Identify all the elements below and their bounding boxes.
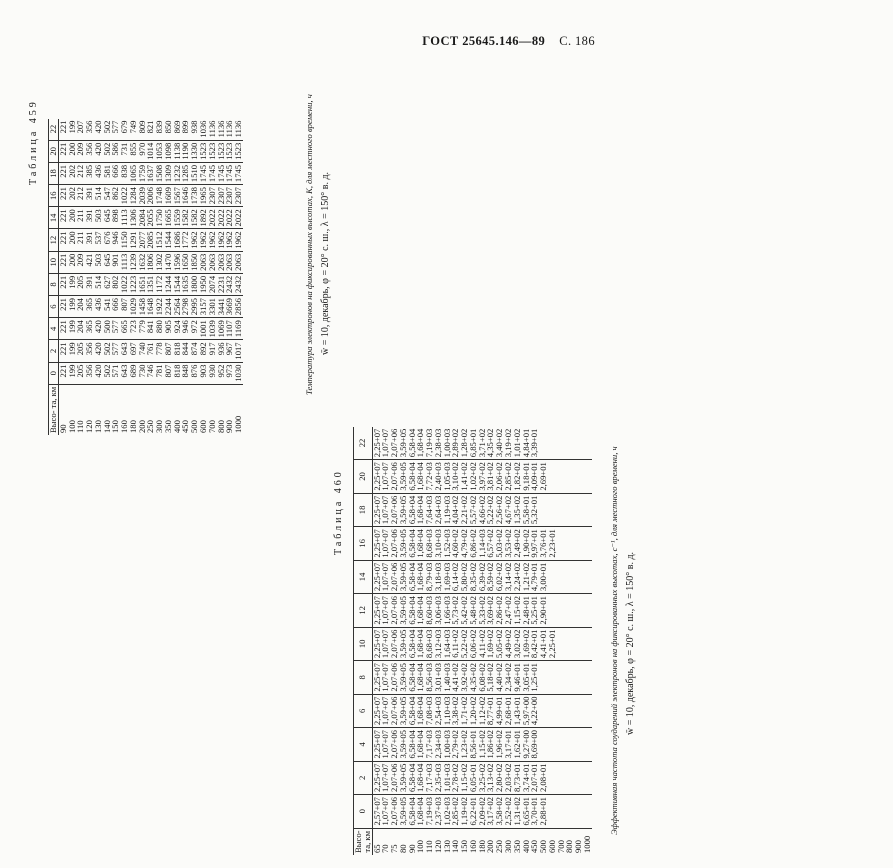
height-header: Высо- та, км — [354, 828, 373, 855]
table-460-subcaption: Эффективная частота соударений электронов на фиксированных высотах, с⁻¹, для местного времени, ч — [609, 446, 619, 835]
table-459-label: Таблица 459 — [28, 99, 39, 185]
value-column: 2,25+07 1,07+07 2,07+06 3,59+05 6,58+04 1,68+04 7,72+03 2,40+03 1,05+03 3,10+02 1,41+02 1,02+02 3,97+02 3,81+02 2,06+02 2,85+02 1,82+02 9,18+01 4,09+01 2,69+01 — [372, 460, 592, 493]
value-column: 221 200 211 391 503 645 898 1113 1306 2084 2055 1750 1665 1559 1582 1582 1892 2022 2022 2022 2022 — [58, 207, 243, 229]
height-column: 90 100 110 120 130 140 150 160 180 200 250 300 350 400 450 500 600 700 800 900 1000 — [57, 415, 244, 433]
value-column: 2,57+07 1,07+07 2,07+06 3,59+05 6,58+04 1,68+04 7,19+03 2,37+03 1,02+03 2,85+02 1,19+02 6,22+01 2,09+02 3,17+02 3,58+02 2,52+02 1,31+02 6,65+01 3,70+01 2,88+01 — [372, 795, 592, 828]
time-header: 18 — [49, 162, 59, 184]
value-column: 2,25+07 1,07+07 2,07+06 3,59+05 6,58+04 1,68+04 7,64+03 2,64+03 1,19+03 4,04+02 2,21+02 5,57+02 4,66+02 5,22+02 2,56+02 4,67+02 1,35+02 5,58+01 5,32+01 — [372, 493, 592, 526]
time-header: 22 — [49, 119, 59, 141]
time-header: 12 — [49, 229, 59, 251]
time-header: 4 — [49, 318, 59, 340]
value-column: 2,25+07 1,07+07 2,07+06 3,59+05 6,58+04 1,68+04 8,79+03 3,18+03 1,69+03 6,14+02 5,80+02 8,35+02 6,39+02 8,59+02 6,02+02 3,14+02 2,24+02 1,21+02 4,79+01 3,00+01 — [372, 560, 592, 593]
value-column: 221 200 209 356 420 502 586 731 855 970 1014 1053 1098 1138 1190 1330 1523 1523 1523 1523 1523 — [58, 140, 243, 162]
page-header — [422, 34, 595, 49]
time-header: 20 — [354, 460, 373, 493]
value-column: 221 199 204 365 436 541 666 807 1029 1458 1648 1922 2244 2564 2798 2995 3157 3301 3441 3669 2856 — [58, 296, 243, 318]
value-column: 221 200 209 421 503 645 901 1113 1239 1632 1806 1302 1470 1596 1650 1850 2063 2063 2063 2063 2063 — [58, 251, 243, 273]
time-header: 18 — [354, 493, 373, 526]
value-column: 221 199 205 391 514 627 802 1022 1223 1651 1351 1172 1244 1544 1635 1800 1950 2074 2231 2432 2432 — [58, 273, 243, 295]
value-column: 2,25+07 1,07+07 2,07+06 3,59+05 6,58+04 1,68+04 7,19+03 2,38+03 1,00+03 2,89+02 1,28+02 6,85+01 3,71+02 4,35+02 3,40+02 3,19+02 1,01+02 4,84+01 3,39+01 — [372, 427, 592, 460]
time-header: 0 — [49, 362, 59, 384]
value-column: 2,25+07 1,07+07 2,07+06 3,59+05 6,58+04 1,68+04 7,08+03 2,54+03 1,10+03 3,38+02 1,71+02 1,20+02 1,12+02 8,77+01 4,99+01 2,68+01 1,43+01 5,97+00 4,22+00 — [372, 694, 592, 727]
value-column: 221 199 205 356 420 502 571 643 689 730 746 781 807 818 848 876 903 930 952 973 1030 — [58, 362, 243, 384]
table-459 — [48, 119, 243, 435]
time-header: 16 — [354, 527, 373, 560]
table-459-caption: w̄ = 10, декабрь, φ = 20° с. ш., λ = 150° в. д. — [320, 171, 331, 355]
time-header: 8 — [49, 273, 59, 295]
value-column: 2,25+07 1,07+07 2,07+06 3,59+05 6,58+04 1,68+04 8,56+03 3,01+03 1,40+03 4,41+02 3,92+02 4,35+02 6,08+02 5,18+02 4,40+02 2,34+02 9,46+01 3,05+01 1,25+01 — [372, 661, 592, 694]
value-column: 221 202 212 385 436 581 666 838 1065 1759 1637 1508 1309 1232 1285 1510 1745 1745 1745 1745 1745 — [58, 162, 243, 184]
value-column: 221 202 212 391 514 547 862 1022 1284 2039 2006 1748 1609 1567 1646 1738 1965 2307 2307 2307 2307 — [58, 185, 243, 207]
height-column: 65 70 75 80 90 100 110 120 130 140 150 160 180 200 250 300 350 400 450 500 600 700 800 900 1000 — [371, 835, 592, 853]
time-header: 6 — [354, 694, 373, 727]
time-header: 8 — [354, 661, 373, 694]
page-number: С. 186 — [559, 34, 595, 48]
value-column: 221 199 204 365 420 500 577 665 723 779 841 880 905 924 946 972 1001 1039 1069 1107 1169 — [58, 318, 243, 340]
time-header: 2 — [354, 761, 373, 794]
time-header: 0 — [354, 795, 373, 828]
value-column: 2,25+07 1,07+07 2,07+06 3,59+05 6,58+04 1,68+04 7,17+03 2,34+03 1,00+03 2,79+02 1,23+02 8,56+01 1,15+02 1,86+02 1,96+02 3,17+01 1,62+01 9,27+00 8,69+00 — [372, 728, 592, 761]
value-column: 221 199 205 356 420 502 577 643 697 740 761 778 807 818 844 874 892 917 936 967 1017 — [58, 340, 243, 362]
time-header: 10 — [49, 251, 59, 273]
table-460-block — [333, 428, 893, 855]
value-column: 221 200 211 391 537 676 946 1150 1291 2077 2085 1512 1544 1686 1772 1962 1962 1962 1962 1962 1962 — [58, 229, 243, 251]
time-header: 4 — [354, 728, 373, 761]
time-header: 6 — [49, 296, 59, 318]
time-header: 16 — [49, 185, 59, 207]
value-column: 221 199 207 356 420 502 577 679 749 809 821 839 850 869 899 938 1036 1136 1136 1136 1136 — [58, 119, 243, 141]
value-column: 2,25+07 1,07+07 2,07+06 3,59+05 6,58+04 1,68+04 8,68+03 3,12+03 1,64+03 6,11+02 5,22+02 6,06+02 4,11+02 1,69+02 5,05+02 4,49+02 3,02+02 1,69+02 8,42+01 4,41+01 2,25+01 — [372, 627, 592, 660]
table-460 — [353, 427, 592, 855]
table-460-label: Таблица 460 — [333, 469, 344, 555]
table-460-caption: w̄ = 10, декабрь, φ = 20° с. ш., λ = 150° в. д. — [625, 551, 636, 735]
time-header: 20 — [49, 140, 59, 162]
time-header: 12 — [354, 594, 373, 627]
table-459-block — [28, 60, 588, 435]
time-header: 2 — [49, 340, 59, 362]
gost-number: ГОСТ 25645.146—89 — [422, 34, 546, 48]
table-459-subcaption: Температура электронов на фиксированных высотах, К, для местного времени, ч — [304, 94, 314, 395]
height-header: Высо- та, км — [49, 384, 59, 435]
time-header: 22 — [354, 427, 373, 460]
time-header: 10 — [354, 627, 373, 660]
time-header: 14 — [354, 560, 373, 593]
value-column: 2,25+07 1,07+07 2,07+06 3,59+05 6,58+04 1,68+04 8,60+03 3,06+03 1,66+03 5,73+02 5,42+02 5,48+02 5,33+02 3,69+02 2,86+02 2,47+02 1,15+02 2,48+01 5,25+01 2,90+01 — [372, 594, 592, 627]
value-column: 2,25+07 1,07+07 2,07+06 3,59+05 6,58+04 1,68+04 7,17+03 2,35+03 1,01+03 2,78+02 1,15+02 6,05+01 3,25+02 3,13+02 2,80+02 2,03+02 8,73+01 3,74+01 2,07+01 2,08+01 — [372, 761, 592, 794]
value-column: 2,25+07 1,07+07 2,07+06 3,59+05 6,58+04 1,68+04 8,68+03 3,10+03 1,52+03 4,60+02 4,79+02 6,86+02 1,14+03 6,57+02 5,03+02 3,53+02 2,49+02 1,90+02 9,97+01 3,76+01 2,23+01 — [372, 527, 592, 560]
time-header: 14 — [49, 207, 59, 229]
